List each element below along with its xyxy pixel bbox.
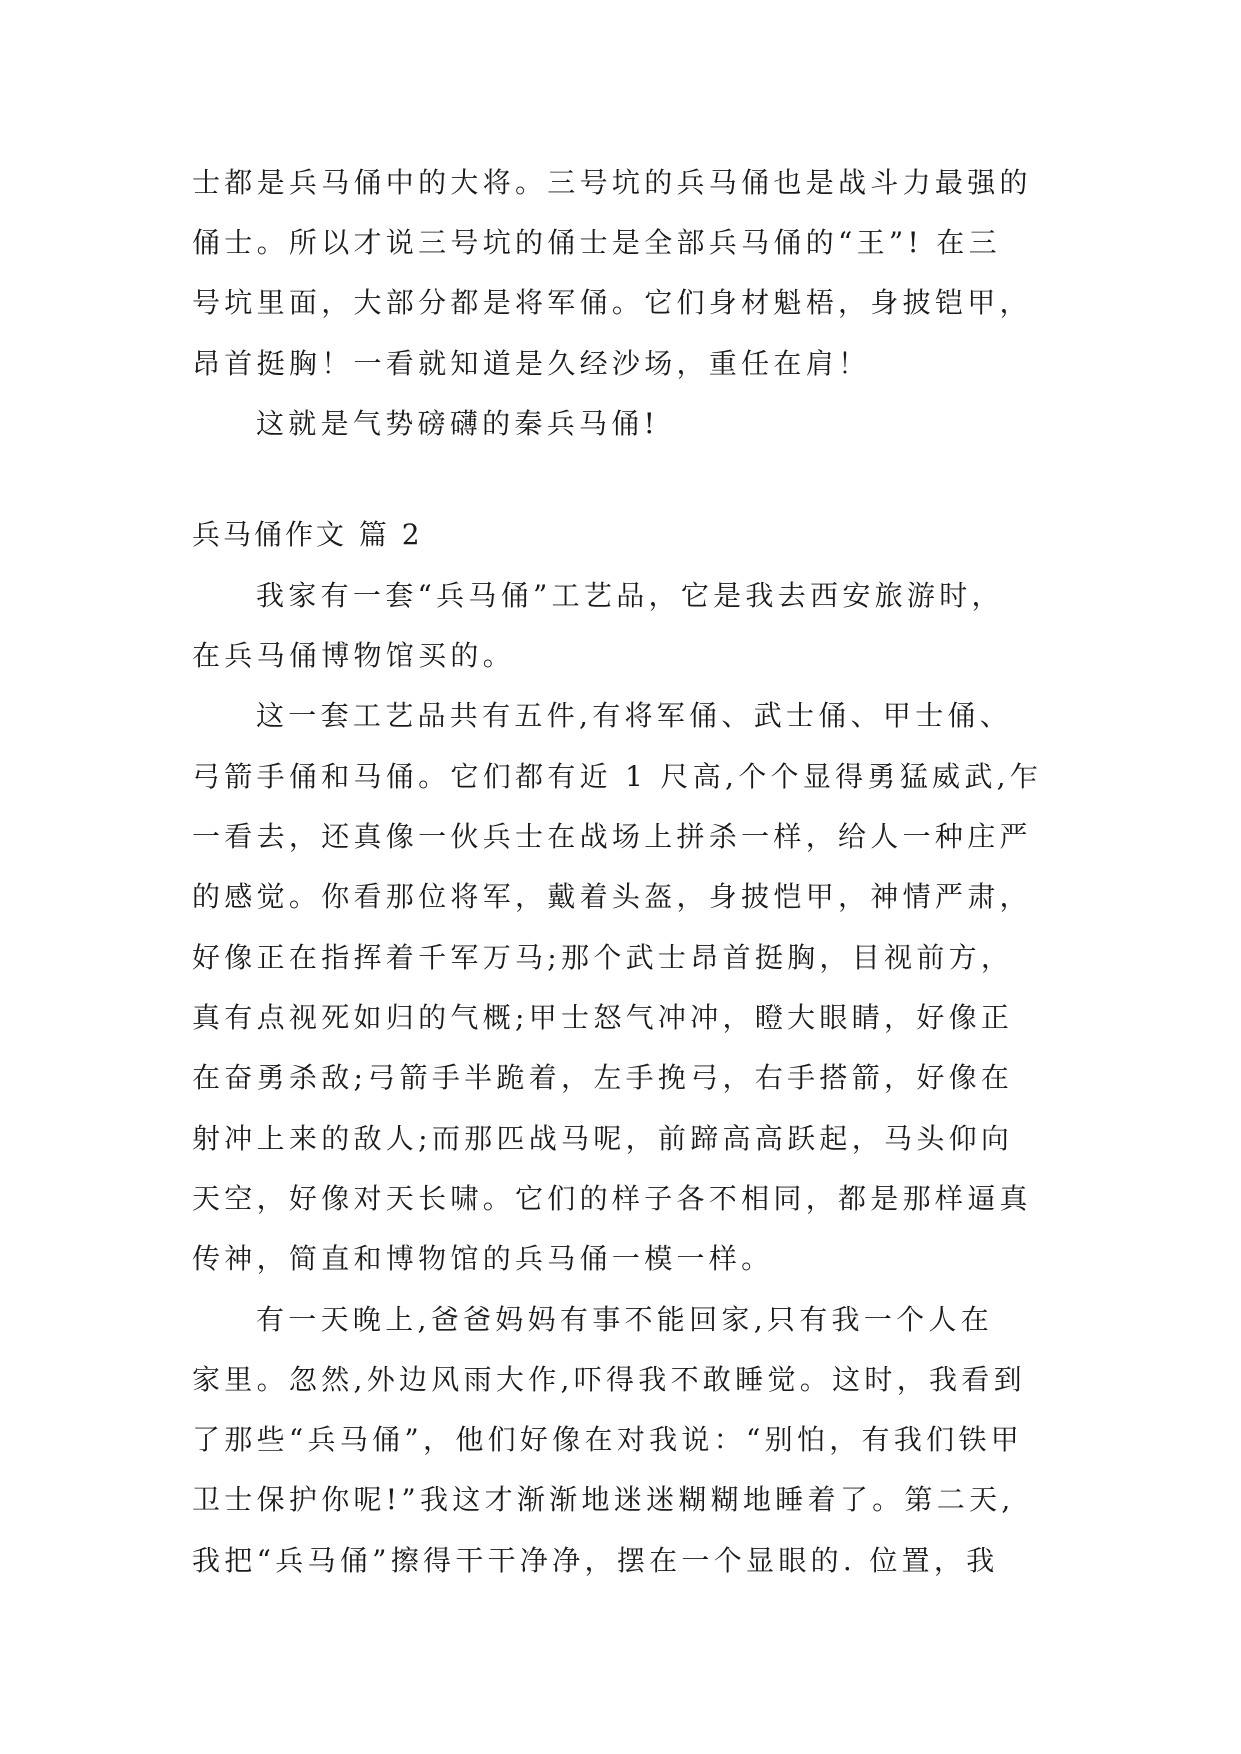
text-line: 天空，好像对天长啸。它们的样子各不相同，都是那样逼真 <box>192 1182 1032 1215</box>
text-line: 号坑里面，大部分都是将军俑。它们身材魁梧，身披铠甲， <box>192 286 1032 319</box>
text-line: 我家有一套“兵马俑”工艺品，它是我去西安旅游时， <box>256 579 1004 612</box>
text-line: 昂首挺胸！一看就知道是久经沙场，重任在肩！ <box>192 347 871 380</box>
text-line: 士都是兵马俑中的大将。三号坑的兵马俑也是战斗力最强的 <box>192 166 1032 199</box>
text-line: 在奋勇杀敌;弓箭手半跪着，左手挽弓，右手搭箭，好像在 <box>192 1061 1014 1094</box>
text-line: 我把“兵马俑”擦得干干净净，摆在一个显眼的. 位置，我 <box>192 1544 999 1577</box>
text-line: 卫士保护你呢!”我这才渐渐地迷迷糊糊地睡着了。第二天, <box>192 1483 1015 1516</box>
section-heading: 兵马俑作文 篇 2 <box>192 518 423 551</box>
text-line: 好像正在指挥着千军万马;那个武士昂首挺胸，目视前方， <box>192 941 1014 974</box>
text-line: 家里。忽然,外边风雨大作,吓得我不敢睡觉。这时，我看到 <box>192 1363 1026 1396</box>
text-line: 弓箭手俑和马俑。它们都有近 1 尺高,个个显得勇猛威武,乍 <box>192 760 1043 793</box>
text-line: 这就是气势磅礴的秦兵马俑! <box>256 407 660 440</box>
text-line: 的感觉。你看那位将军，戴着头盔，身披恺甲，神情严肃， <box>192 880 1032 913</box>
text-line: 在兵马俑博物馆买的。 <box>192 639 516 672</box>
text-line: 了那些“兵马俑”，他们好像在对我说：“别怕，有我们铁甲 <box>192 1423 1024 1456</box>
text-line: 有一天晚上,爸爸妈妈有事不能回家,只有我一个人在 <box>256 1303 994 1336</box>
text-line: 传神，简直和博物馆的兵马俑一模一样。 <box>192 1242 774 1275</box>
text-line: 这一套工艺品共有五件,有将军俑、武士俑、甲士俑、 <box>256 699 1013 732</box>
text-line: 俑士。所以才说三号坑的俑士是全部兵马俑的“王”! 在三 <box>192 226 1001 259</box>
text-line: 真有点视死如归的气概;甲士怒气冲冲，瞪大眼睛，好像正 <box>192 1001 1014 1034</box>
text-line: 一看去，还真像一伙兵士在战场上拼杀一样，给人一种庄严 <box>192 820 1032 853</box>
text-line: 射冲上来的敌人;而那匹战马呢，前蹄高高跃起，马头仰向 <box>192 1122 1014 1155</box>
